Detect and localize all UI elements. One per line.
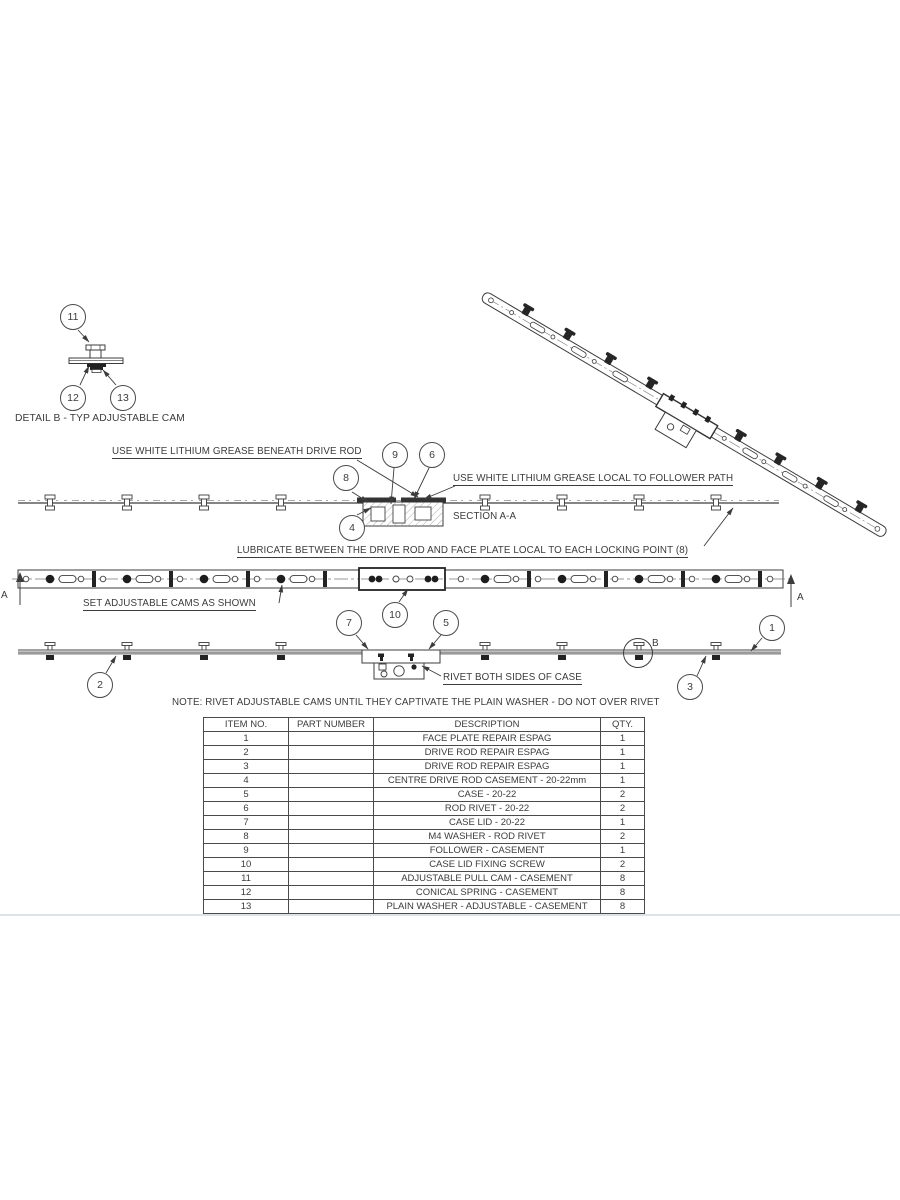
- callout-2: 2: [87, 672, 113, 698]
- table-cell: 2: [601, 858, 645, 872]
- table-cell: DRIVE ROD REPAIR ESPAG: [374, 746, 601, 760]
- table-cell: 1: [601, 760, 645, 774]
- table-cell: 1: [601, 746, 645, 760]
- table-cell: CASE LID FIXING SCREW: [374, 858, 601, 872]
- table-cell: 3: [204, 760, 289, 774]
- table-cell: 13: [204, 900, 289, 914]
- header-item-no: ITEM NO.: [204, 718, 289, 732]
- callout-5: 5: [433, 610, 459, 636]
- callout-4: 4: [339, 515, 365, 541]
- callout-12: 12: [60, 385, 86, 411]
- table-cell: [289, 872, 374, 886]
- table-cell: 2: [204, 746, 289, 760]
- table-row: [204, 830, 645, 844]
- table-cell: [289, 802, 374, 816]
- callout-11: 11: [60, 304, 86, 330]
- table-cell: 8: [204, 830, 289, 844]
- table-row: [204, 746, 645, 760]
- table-cell: 8: [601, 900, 645, 914]
- callout-6: 6: [419, 442, 445, 468]
- table-row: [204, 844, 645, 858]
- callout-3: 3: [677, 674, 703, 700]
- detail-circle-label: B: [652, 638, 659, 649]
- callout-10: 10: [382, 602, 408, 628]
- section-aa-label: SECTION A-A: [453, 511, 517, 522]
- section-arrow-label-right: A: [797, 592, 804, 603]
- table-cell: 9: [204, 844, 289, 858]
- isometric-view: [469, 283, 893, 557]
- section-arrow-label-left: A: [1, 590, 8, 601]
- table-cell: DRIVE ROD REPAIR ESPAG: [374, 760, 601, 774]
- table-row: [204, 816, 645, 830]
- detail-b-drawing: [69, 330, 123, 385]
- header-part-number: PART NUMBER: [289, 718, 374, 732]
- table-cell: M4 WASHER - ROD RIVET: [374, 830, 601, 844]
- table-cell: [289, 886, 374, 900]
- table-cell: 6: [204, 802, 289, 816]
- table-cell: 5: [204, 788, 289, 802]
- table-cell: 1: [601, 816, 645, 830]
- table-cell: 2: [601, 802, 645, 816]
- table-cell: 8: [601, 872, 645, 886]
- table-cell: [289, 900, 374, 914]
- table-row: [204, 802, 645, 816]
- table-cell: [289, 816, 374, 830]
- table-cell: 12: [204, 886, 289, 900]
- table-cell: [289, 746, 374, 760]
- table-cell: PLAIN WASHER - ADJUSTABLE - CASEMENT: [374, 900, 601, 914]
- callout-9: 9: [382, 442, 408, 468]
- table-row: [204, 872, 645, 886]
- note-main: NOTE: RIVET ADJUSTABLE CAMS UNTIL THEY CAPTIVATE THE PLAIN WASHER - DO NOT OVER RIVET: [172, 697, 660, 708]
- table-row: [204, 886, 645, 900]
- detail-b-label: DETAIL B - TYP ADJUSTABLE CAM: [15, 413, 185, 424]
- table-cell: CENTRE DRIVE ROD CASEMENT - 20-22mm: [374, 774, 601, 788]
- table-cell: ROD RIVET - 20-22: [374, 802, 601, 816]
- table-cell: 1: [601, 732, 645, 746]
- table-cell: 11: [204, 872, 289, 886]
- table-cell: 10: [204, 858, 289, 872]
- table-cell: 1: [601, 844, 645, 858]
- side-view-drawing: [18, 635, 781, 679]
- table-cell: [289, 760, 374, 774]
- table-cell: [289, 774, 374, 788]
- table-row: [204, 900, 645, 914]
- table-cell: [289, 844, 374, 858]
- table-cell: [289, 858, 374, 872]
- table-cell: CONICAL SPRING - CASEMENT: [374, 886, 601, 900]
- table-cell: 4: [204, 774, 289, 788]
- table-row: [204, 788, 645, 802]
- parts-table: [203, 717, 645, 914]
- table-cell: 2: [601, 830, 645, 844]
- table-row: [204, 774, 645, 788]
- callout-13: 13: [110, 385, 136, 411]
- table-cell: FOLLOWER - CASEMENT: [374, 844, 601, 858]
- note-set-cams: SET ADJUSTABLE CAMS AS SHOWN: [83, 599, 256, 611]
- table-cell: ADJUSTABLE PULL CAM - CASEMENT: [374, 872, 601, 886]
- parts-table-body: [204, 732, 645, 914]
- callout-8: 8: [333, 465, 359, 491]
- table-cell: 7: [204, 816, 289, 830]
- note-lubricate: LUBRICATE BETWEEN THE DRIVE ROD AND FACE PLATE LOCAL TO EACH LOCKING POINT (8): [237, 546, 688, 558]
- table-cell: CASE LID - 20-22: [374, 816, 601, 830]
- table-cell: CASE - 20-22: [374, 788, 601, 802]
- table-row: [204, 732, 645, 746]
- table-cell: FACE PLATE REPAIR ESPAG: [374, 732, 601, 746]
- callout-1: 1: [759, 615, 785, 641]
- page-edge-line: [0, 914, 900, 916]
- header-description: DESCRIPTION: [374, 718, 601, 732]
- note-rivet-case: RIVET BOTH SIDES OF CASE: [443, 673, 582, 685]
- table-cell: 2: [601, 788, 645, 802]
- table-cell: [289, 830, 374, 844]
- note-grease-follower: USE WHITE LITHIUM GREASE LOCAL TO FOLLOWER PATH: [453, 474, 733, 486]
- note-grease-drive-rod: USE WHITE LITHIUM GREASE BENEATH DRIVE ROD: [112, 447, 362, 459]
- header-qty: QTY.: [601, 718, 645, 732]
- table-cell: 1: [204, 732, 289, 746]
- callout-7: 7: [336, 610, 362, 636]
- table-cell: [289, 732, 374, 746]
- table-cell: [289, 788, 374, 802]
- table-row: [204, 760, 645, 774]
- table-cell: 8: [601, 886, 645, 900]
- parts-table-header-row: [204, 718, 645, 732]
- table-row: [204, 858, 645, 872]
- table-cell: 1: [601, 774, 645, 788]
